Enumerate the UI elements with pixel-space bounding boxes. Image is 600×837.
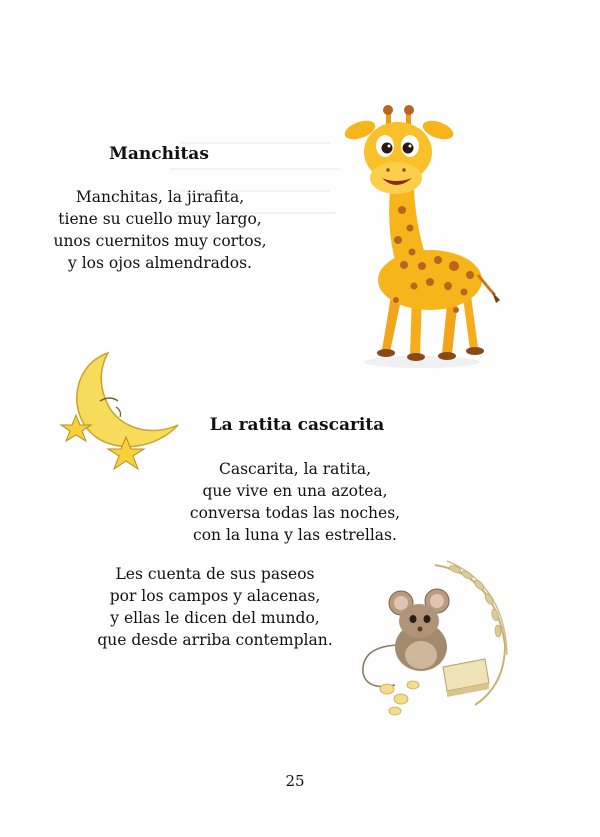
poem-title-manchitas: Manchitas [109, 144, 209, 164]
crescent-moon-with-stars-illustration [58, 345, 186, 480]
verse-line: unos cuernitos muy cortos, [53, 232, 267, 250]
verse-line: y ellas le dicen del mundo, [110, 609, 320, 627]
verse-line: Manchitas, la jirafita, [75, 188, 245, 206]
verse-line: por los campos y alacenas, [109, 587, 321, 605]
mouse-with-wheat-illustration [355, 555, 515, 720]
poem-title-la-ratita-cascarita: La ratita cascarita [209, 415, 385, 435]
verse-line: conversa todas las noches, [189, 504, 401, 522]
page-number: 25 [285, 772, 305, 790]
giraffe-illustration [330, 100, 510, 375]
verse-line: que desde arriba contemplan. [97, 631, 333, 649]
verse-line: Cascarita, la ratita, [218, 460, 372, 478]
verse-line: Les cuenta de sus paseos [115, 565, 315, 583]
verse-line: tiene su cuello muy largo, [58, 210, 262, 228]
poem-stanza [180, 458, 410, 546]
verse-line: con la luna y las estrellas. [193, 526, 397, 544]
verse-line: que vive en una azotea, [202, 482, 388, 500]
poem-stanza [35, 186, 285, 274]
poem-stanza [95, 563, 335, 651]
verse-line: y los ojos almendrados. [68, 254, 252, 272]
